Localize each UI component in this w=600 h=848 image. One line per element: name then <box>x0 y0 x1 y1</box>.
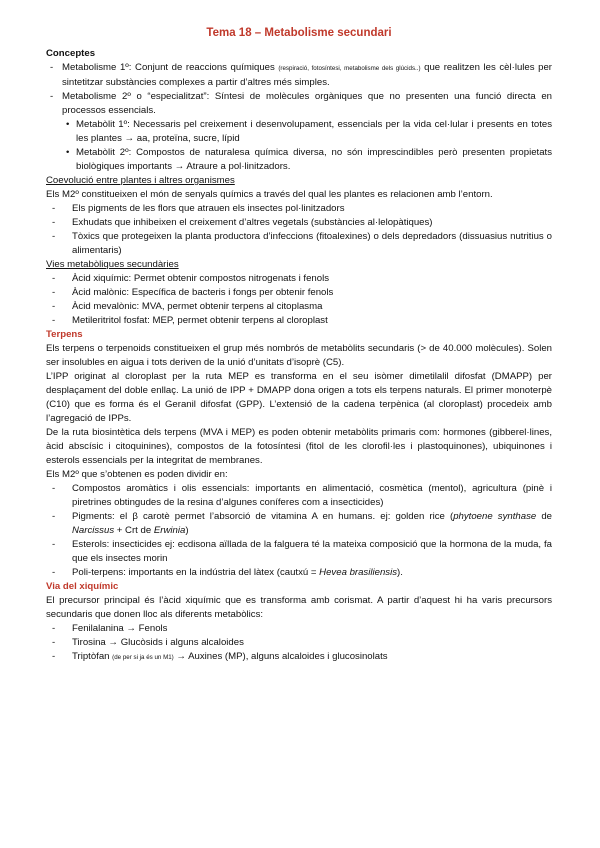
text-run: Pigments: el β carotè permet l’absorció de vitamina A en humans. ej: golden rice ( <box>72 511 454 522</box>
species-name: Erwinia <box>153 525 186 536</box>
terpens-list <box>46 482 552 580</box>
xiquimic-list <box>46 622 552 665</box>
paragraph: Els terpens o terpenoids constitueixen el grup més nombrós de metabòlits secundaris (> de 40.000 molècules). Solen ser insolubles en aigua i tots deriven de la unió d’unitats d’isoprè (C5). <box>46 343 552 368</box>
list-item: • Metabòlit 2º: Compostos de naturalesa química diversa, no són imprescindibles però presenten propietats biològiques importants → Atraure a pol·linitzadors. <box>46 146 552 174</box>
list-item: - Fenilalanina → Fenols <box>46 622 552 636</box>
section-heading-conceptes: Conceptes <box>46 48 96 59</box>
list-item: - Àcid mevalònic: MVA, permet obtenir terpens al citoplasma <box>46 300 552 314</box>
paragraph: L’IPP originat al cloroplast per la ruta MEP es transforma en el seu isòmer dimetilalil difosfat (DMAPP) per desplaçament del doble enllaç. La unió de IPP + DMAPP dona origen a tots els terpens naturals. El primer monoterpè (C10) que es forma és el Geranil difosfat (GPP). L’extensió de la cadena terpènica (al cloroplast) procedeix amb l’agregació de IPPs. <box>46 371 552 424</box>
text-run: que realitzen les cèl·lules per sintetitzar substàncies complexes a partir d’altres més simples. <box>62 62 552 88</box>
text-run: Poli-terpens: importants en la indústria del làtex (cautxú = <box>72 567 320 578</box>
list-item: - Àcid xiquímic: Permet obtenir compostos nitrogenats i fenols <box>46 272 552 286</box>
list-item <box>46 61 552 90</box>
species-name: Hevea brasiliensis <box>319 567 398 578</box>
text-run: ) <box>185 525 189 536</box>
list-item: - Esterols: insecticides ej: ecdisona aïllada de la falguera té la mateixa composició que la hormona de la muda, fa que els insectes morin <box>46 538 552 566</box>
text-run: Metabolisme 1º: Conjunt de reaccions químiques <box>62 62 279 73</box>
conceptes-list <box>46 61 552 118</box>
list-item <box>46 650 552 665</box>
page-title: Tema 18 – Metabolisme secundari <box>206 27 392 39</box>
species-name: phytoene synthase <box>453 511 537 522</box>
list-item: - Els pigments de les flors que atrauen els insectes pol·linitzadors <box>46 202 552 216</box>
text-run: Triptòfan <box>72 651 113 662</box>
list-item <box>46 566 552 580</box>
section-heading-xiquimic: Via del xiquímic <box>46 581 119 592</box>
text-run: ). <box>397 567 403 578</box>
list-item: - Metabolisme 2º o “especialitzat”: Síntesi de molècules orgàniques que no presenten una funció directa en processos essencials. <box>46 90 552 118</box>
list-item: - Tirosina → Glucòsids i alguns alcaloides <box>46 636 552 650</box>
text-run: → Auxines (MP), alguns alcaloides i glucosinolats <box>173 651 388 662</box>
text-run: de <box>536 511 552 522</box>
conceptes-sublist <box>46 118 552 174</box>
list-item: • Metabòlit 1º: Necessaris pel creixement i desenvolupament, essencials per la vida cel·lular i presents en totes les plantes → aa, proteïna, sucre, lípid <box>46 118 552 146</box>
list-item: - Exhudats que inhibeixen el creixement d’altres vegetals (substàncies al·lelopàtiques) <box>46 216 552 230</box>
list-item: - Metileritritol fosfat: MEP, permet obtenir terpens al cloroplast <box>46 314 552 328</box>
section-heading-terpens: Terpens <box>46 329 83 340</box>
list-item: - Àcid malònic: Específica de bacteris i fongs per obtenir fenols <box>46 286 552 300</box>
text-run: + Crt de <box>114 525 154 536</box>
vies-list <box>46 272 552 328</box>
small-note: (respiració, fotosíntesi, metabolisme dels glúcids..) <box>278 65 421 72</box>
species-name: Narcissus <box>72 525 115 536</box>
paragraph: Els M2º constitueixen el món de senyals químics a través del qual les plantes es relacionen amb l’entorn. <box>46 189 493 200</box>
coevolucio-list <box>46 202 552 258</box>
paragraph: El precursor principal és l’àcid xiquímic que es transforma amb corismat. A partir d’aquest hi ha varis precursors secundaris que donen lloc als diferents metabòlics: <box>46 595 552 620</box>
list-item: - Compostos aromàtics i olis essencials: importants en alimentació, cosmètica (mentol), agricultura (pinè i piretrines obtingudes de la resina d’algunes coníferes com a insecticides) <box>46 482 552 510</box>
section-heading-vies: Vies metabòliques secundàries <box>46 259 179 270</box>
section-heading-coevolucio: Coevolució entre plantes i altres organismes <box>46 175 235 186</box>
small-note: (de per si ja és un M1) <box>112 654 174 661</box>
paragraph: De la ruta biosintètica dels terpens (MVA i MEP) es poden obtenir metabòlits primaris com: hormones (gibberel·lines, àcid abscísic i citoquinines), compostos de la fotosíntesi (fitol de les clorofil·les i plastoquinones), ubiquinones i esterols essencials per la integritat de membranes. <box>46 427 552 466</box>
paragraph: Els M2º que s’obtenen es poden dividir en: <box>46 469 228 480</box>
list-item: - Tòxics que protegeixen la planta productora d’infeccions (fitoalexines) o dels depredadors (dissuasius nutritius o alimentaris) <box>46 230 552 258</box>
list-item <box>46 510 552 538</box>
